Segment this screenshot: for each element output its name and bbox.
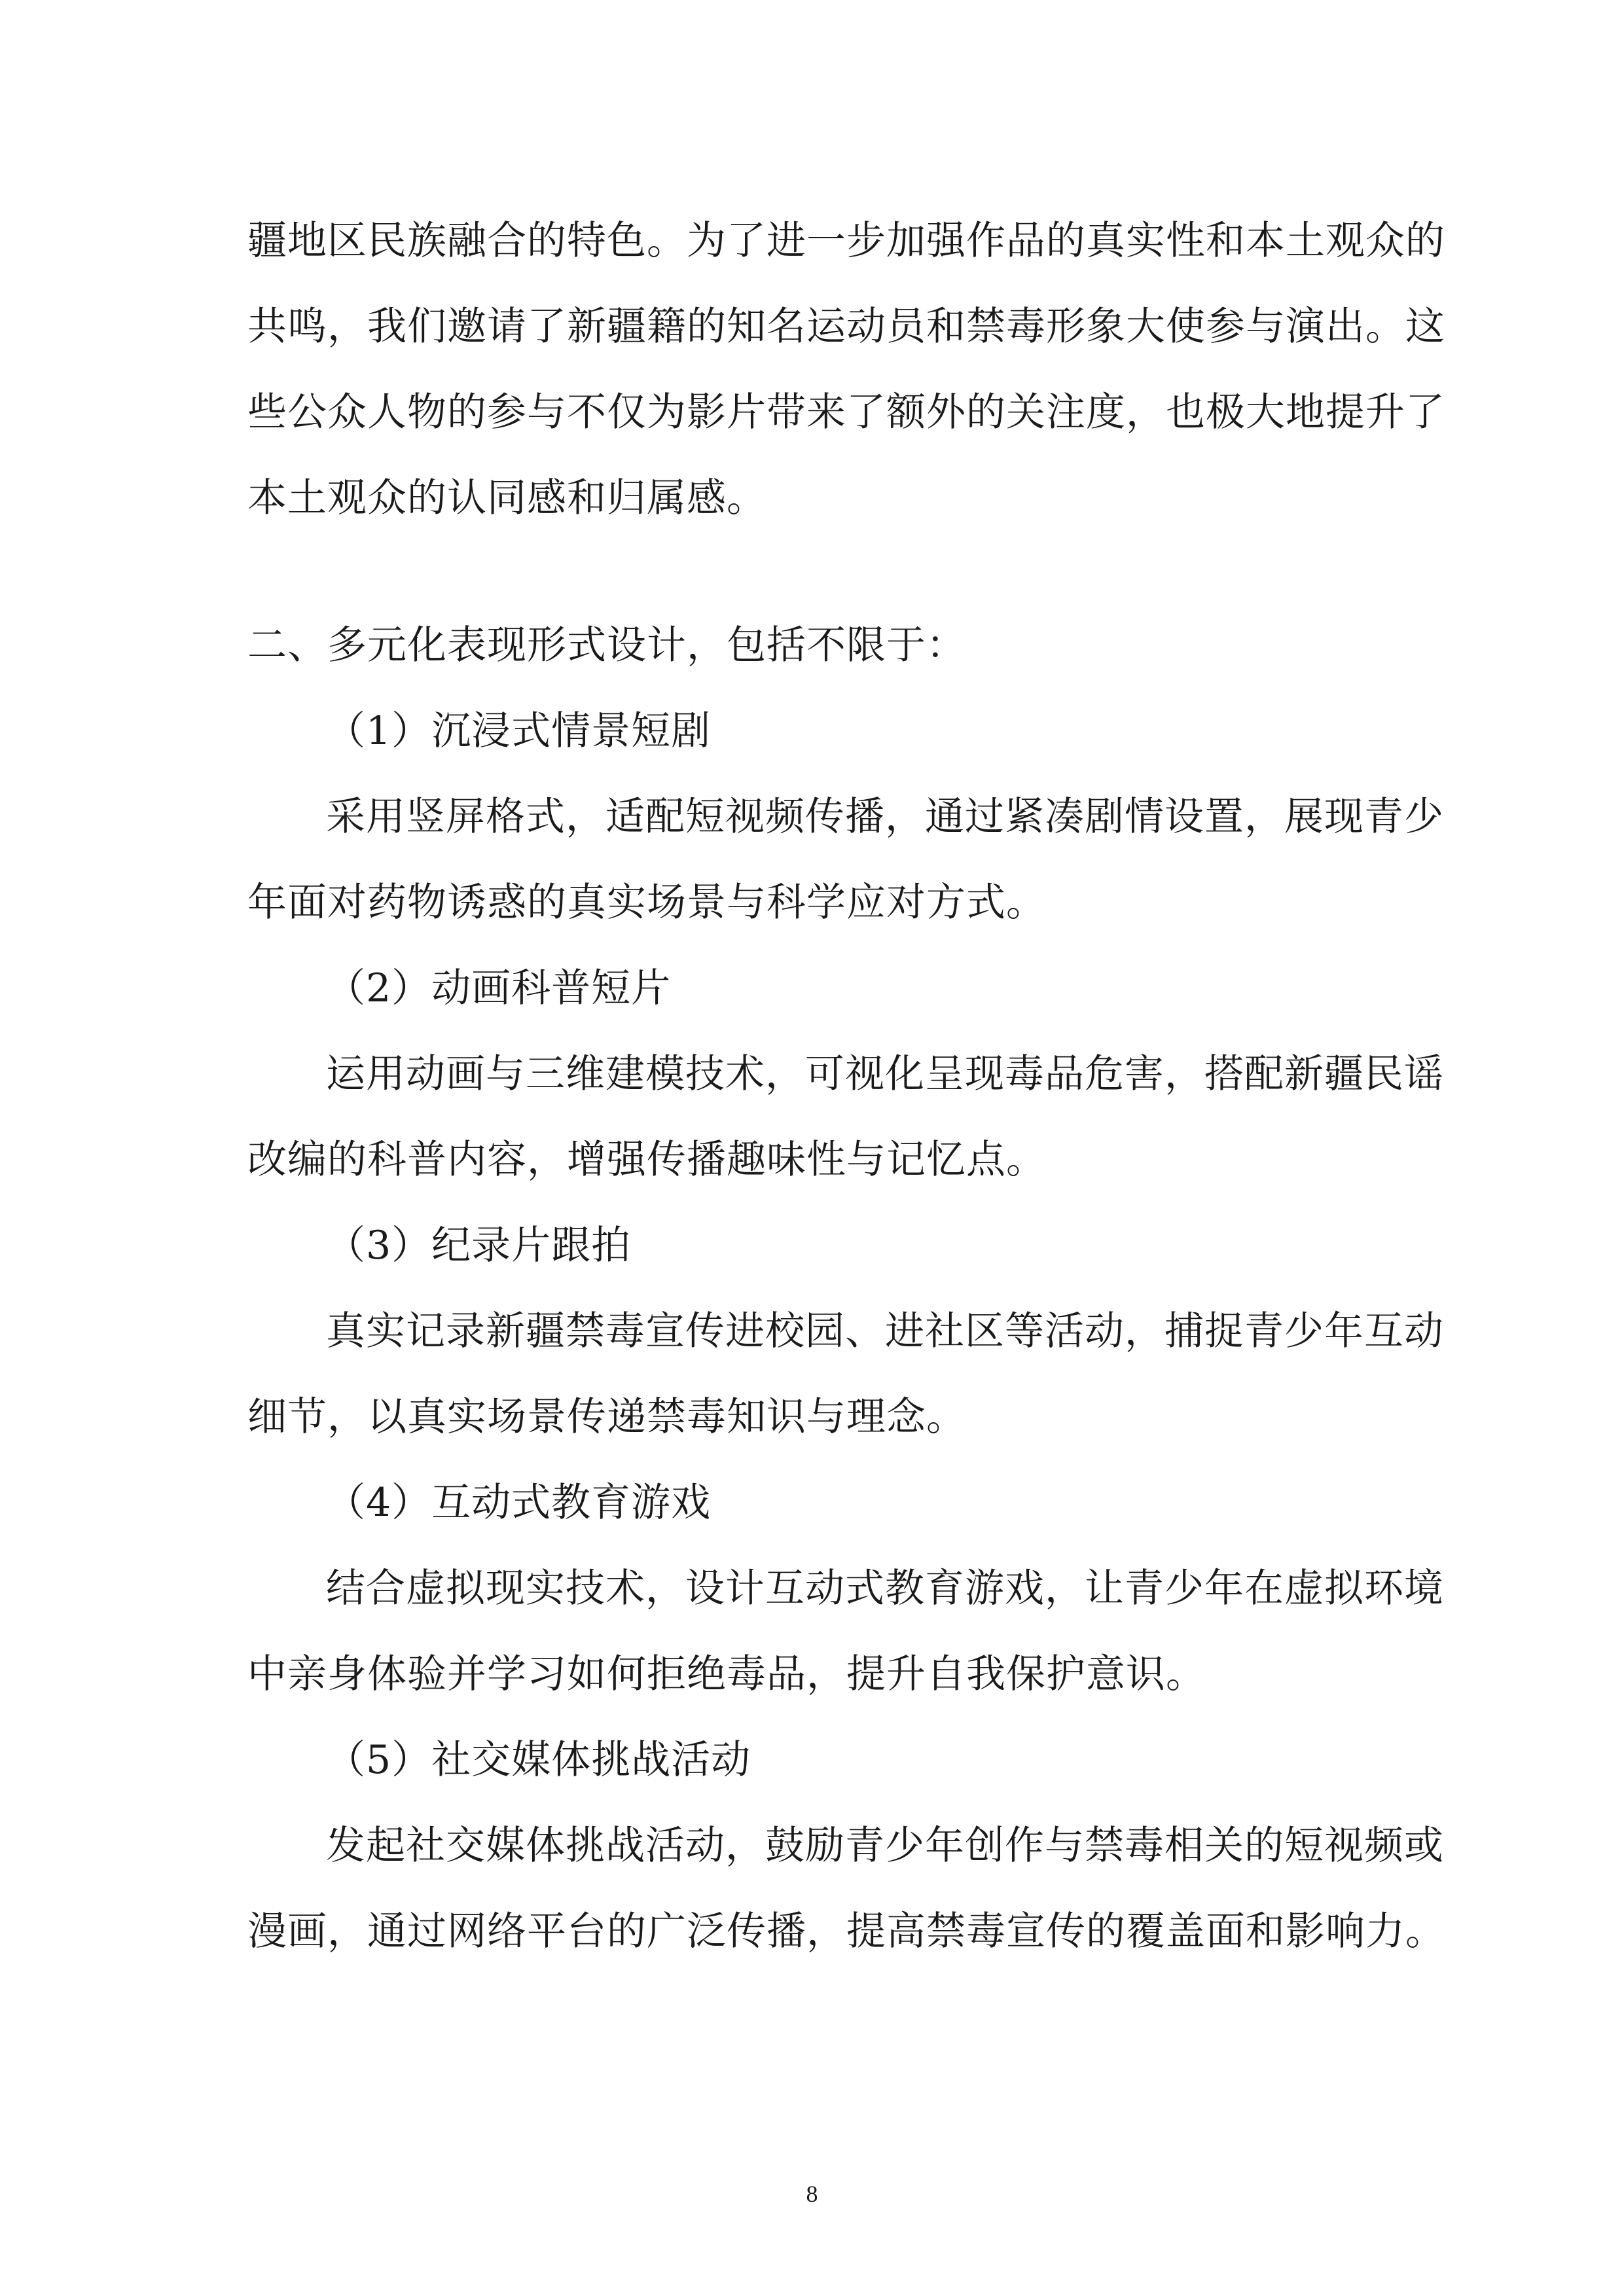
item-title: （4）互动式教育游戏 <box>326 1480 712 1526</box>
item-body-line: 改编的科普内容，增强传播趣味性与记忆点。 <box>247 1137 1046 1183</box>
paragraph-line: 本土观众的认同感和归属感。 <box>247 475 767 521</box>
item-body-line: 漫画，通过网络平台的广泛传播，提高禁毒宣传的覆盖面和影响力。 <box>247 1909 1445 1954</box>
paragraph-line: 些公众人物的参与不仅为影片带来了额外的关注度，也极大地提升了 <box>247 389 1445 435</box>
item-body-line: 真实记录新疆禁毒宣传进校园、进社区等活动，捕捉青少年互动 <box>326 1308 1444 1354</box>
item-title: （2）动画科普短片 <box>326 965 672 1011</box>
section-heading: 二、多元化表现形式设计，包括不限于： <box>247 622 966 668</box>
item-body-line: 发起社交媒体挑战活动，鼓励青少年创作与禁毒相关的短视频或 <box>326 1823 1444 1869</box>
paragraph-line: 共鸣，我们邀请了新疆籍的知名运动员和禁毒形象大使参与演出。这 <box>247 304 1445 350</box>
item-title: （1）沉浸式情景短剧 <box>326 708 712 754</box>
paragraph-line: 疆地区民族融合的特色。为了进一步加强作品的真实性和本土观众的 <box>247 218 1445 264</box>
item-body-line: 中亲身体验并学习如何拒绝毒品，提升自我保护意识。 <box>247 1651 1206 1697</box>
item-body-line: 运用动画与三维建模技术，可视化呈现毒品危害，搭配新疆民谣 <box>326 1051 1444 1097</box>
item-body-line: 年面对药物诱惑的真实场景与科学应对方式。 <box>247 880 1046 925</box>
item-body-line: 采用竖屏格式，适配短视频传播，通过紧凑剧情设置，展现青少 <box>326 794 1444 840</box>
item-title: （3）纪录片跟拍 <box>326 1223 632 1268</box>
item-body-line: 细节，以真实场景传递禁毒知识与理念。 <box>247 1394 966 1440</box>
item-body-line: 结合虚拟现实技术，设计互动式教育游戏，让青少年在虚拟环境 <box>326 1566 1444 1611</box>
item-title: （5）社交媒体挑战活动 <box>326 1737 751 1783</box>
page-number: 8 <box>806 2181 818 2207</box>
